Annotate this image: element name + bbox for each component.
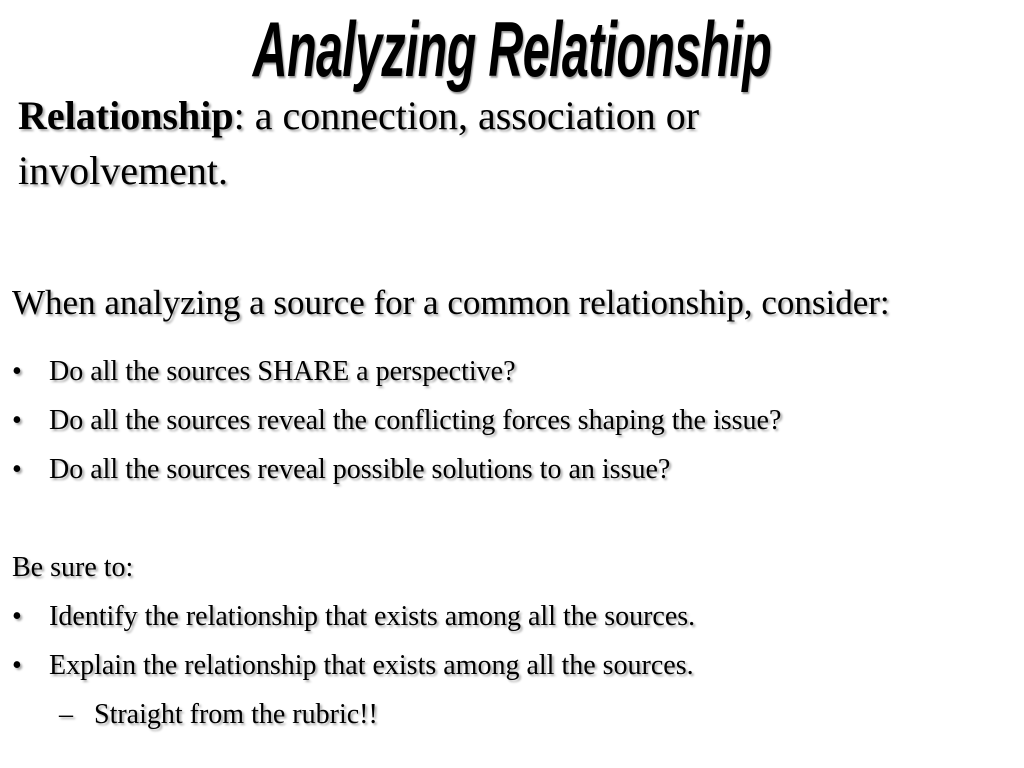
dash-bullet-icon: – xyxy=(59,699,73,730)
list-item xyxy=(12,597,1012,646)
list-item-text: Identify the relationship that exists among all the sources. xyxy=(49,601,696,632)
sub-list-item-text: Straight from the rubric!! xyxy=(94,699,378,730)
bullet-icon: • xyxy=(12,405,22,436)
definition-term: Relationship xyxy=(18,93,234,138)
bullet-icon: • xyxy=(12,650,22,681)
consider-list xyxy=(12,352,1012,499)
list-item xyxy=(12,450,1012,499)
list-item-text: Do all the sources SHARE a perspective? xyxy=(49,356,516,387)
bullet-icon: • xyxy=(12,601,22,632)
list-item-text: Explain the relationship that exists among all the sources. xyxy=(49,650,694,681)
bullet-icon: • xyxy=(12,454,22,485)
list-item xyxy=(12,646,1012,695)
be-sure-list xyxy=(12,597,1012,744)
bullet-icon: • xyxy=(12,356,22,387)
list-item-text: Do all the sources reveal possible solutions to an issue? xyxy=(49,454,671,485)
consider-heading: When analyzing a source for a common relationship, consider: xyxy=(12,283,890,322)
slide-title: Analyzing Relationship xyxy=(252,5,772,93)
list-item xyxy=(12,352,1012,401)
list-item xyxy=(12,401,1012,450)
be-sure-heading: Be sure to: xyxy=(12,552,134,583)
definition-body: : a connection, association or involvement. xyxy=(18,93,700,193)
sub-list-item xyxy=(12,695,1012,744)
list-item-text: Do all the sources reveal the conflicting forces shaping the issue? xyxy=(49,405,782,436)
definition-text xyxy=(18,88,838,198)
